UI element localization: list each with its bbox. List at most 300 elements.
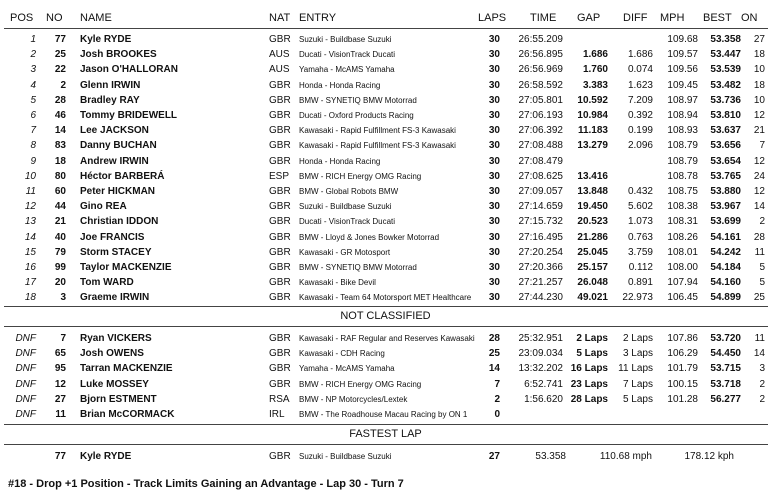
cell-gap xyxy=(566,407,608,422)
cell-best: 56.277 xyxy=(710,393,741,405)
cell-on: 14 xyxy=(753,201,765,213)
cell-time: 27:15.732 xyxy=(518,216,563,228)
cell-pos: 13 xyxy=(24,216,36,228)
cell-name: Andrew IRWIN xyxy=(80,155,149,167)
cell-nat: GBR xyxy=(269,292,291,304)
cell-no: 46 xyxy=(54,110,66,121)
cell-diff: 0.891 xyxy=(627,277,653,289)
cell-gap: 10.984 xyxy=(577,110,608,121)
cell-nat: GBR xyxy=(269,155,291,167)
dnf-row xyxy=(0,331,771,346)
cell-name: Taylor MACKENZIE xyxy=(80,262,172,273)
cell-gap: 25.157 xyxy=(577,262,608,273)
cell-gap: 28 Laps xyxy=(570,393,608,405)
header-mph: MPH xyxy=(660,12,685,24)
result-row xyxy=(0,290,771,305)
cell-name: Gino REA xyxy=(80,201,127,213)
cell-diff: 2 Laps xyxy=(622,333,653,344)
cell-gap: 19.450 xyxy=(577,201,608,213)
cell-best: 53.654 xyxy=(710,155,741,167)
cell-no: 21 xyxy=(54,216,66,228)
cell-pos: DNF xyxy=(15,363,36,375)
cell-pos: 5 xyxy=(30,94,36,106)
cell-nat: ESP xyxy=(269,170,290,182)
cell-pos: 8 xyxy=(30,140,36,152)
cell-no: 80 xyxy=(54,170,66,182)
cell-nat: AUS xyxy=(269,64,290,76)
cell-pos: 17 xyxy=(24,277,36,289)
cell-laps: 30 xyxy=(488,231,500,243)
cell-no: 3 xyxy=(60,292,66,304)
fastest-lap-no: 77 xyxy=(54,451,66,462)
fastest-lap-time: 53.358 xyxy=(535,451,566,462)
cell-on: 18 xyxy=(753,49,765,61)
cell-laps: 30 xyxy=(488,186,500,197)
cell-mph: 107.86 xyxy=(667,333,698,344)
cell-diff xyxy=(609,169,653,184)
header-name: NAME xyxy=(80,12,112,24)
cell-laps: 25 xyxy=(488,348,500,360)
cell-diff: 7 Laps xyxy=(622,378,653,390)
result-row xyxy=(0,275,771,290)
cell-gap: 13.848 xyxy=(577,186,608,197)
cell-nat: GBR xyxy=(269,262,291,273)
result-row xyxy=(0,78,771,93)
cell-on: 5 xyxy=(759,277,765,289)
fastest-lap-row xyxy=(0,449,771,464)
cell-mph: 108.79 xyxy=(667,140,698,152)
dnf-row xyxy=(0,392,771,407)
cell-name: Lee JACKSON xyxy=(80,125,149,137)
cell-mph: 109.68 xyxy=(667,34,698,45)
cell-on: 12 xyxy=(753,186,765,197)
cell-pos: DNF xyxy=(15,409,36,420)
cell-diff: 1.686 xyxy=(627,49,653,61)
cell-best: 53.715 xyxy=(710,363,741,375)
cell-time: 13:32.202 xyxy=(518,363,563,375)
cell-entry: BMW - Global Robots BMW xyxy=(299,187,399,196)
cell-on: 14 xyxy=(753,348,765,360)
cell-time: 27:06.193 xyxy=(518,110,563,121)
cell-entry: Ducati - Oxford Products Racing xyxy=(299,111,414,120)
result-row xyxy=(0,230,771,245)
fastest-lap-name: Kyle RYDE xyxy=(80,451,132,462)
result-row xyxy=(0,138,771,153)
cell-no: 79 xyxy=(54,246,66,258)
cell-gap: 21.286 xyxy=(577,231,608,243)
cell-entry: BMW - SYNETIQ BMW Motorrad xyxy=(299,263,417,272)
cell-time: 23:09.034 xyxy=(518,348,563,360)
cell-name: Joe FRANCIS xyxy=(80,231,145,243)
cell-laps: 30 xyxy=(488,49,500,61)
cell-on: 2 xyxy=(759,216,765,228)
cell-diff: 5.602 xyxy=(627,201,653,213)
cell-pos: 4 xyxy=(30,79,36,91)
header-on: ON xyxy=(741,12,758,24)
cell-gap: 26.048 xyxy=(577,277,608,289)
cell-name: Danny BUCHAN xyxy=(80,140,157,152)
cell-entry: Suzuki - Buildbase Suzuki xyxy=(299,202,392,212)
result-row xyxy=(0,108,771,123)
cell-mph: 108.26 xyxy=(667,231,698,243)
cell-mph: 106.45 xyxy=(667,292,698,304)
cell-name: Graeme IRWIN xyxy=(80,292,150,304)
cell-on: 10 xyxy=(753,94,765,106)
cell-entry: BMW - SYNETIQ BMW Motorrad xyxy=(299,95,417,105)
cell-nat: GBR xyxy=(269,231,291,243)
cell-name: Jason O'HALLORAN xyxy=(80,64,178,76)
cell-time: 27:20.366 xyxy=(518,262,563,273)
cell-name: Bjorn ESTMENT xyxy=(80,393,157,405)
cell-laps: 30 xyxy=(488,277,500,289)
cell-nat: GBR xyxy=(269,125,291,137)
cell-mph: 107.94 xyxy=(667,277,698,289)
cell-no: 40 xyxy=(54,231,66,243)
cell-nat: GBR xyxy=(269,246,291,258)
cell-on: 21 xyxy=(753,125,765,137)
cell-laps: 14 xyxy=(488,363,500,375)
cell-best: 54.899 xyxy=(710,292,741,304)
cell-no: 20 xyxy=(54,277,66,289)
cell-on: 3 xyxy=(759,363,765,375)
cell-gap: 20.523 xyxy=(577,216,608,228)
cell-time xyxy=(507,407,563,422)
cell-gap: 13.416 xyxy=(577,170,608,182)
fastest-lap-lap: 27 xyxy=(488,451,500,462)
cell-mph: 108.97 xyxy=(667,94,698,106)
cell-time: 26:56.969 xyxy=(518,64,563,76)
cell-laps: 30 xyxy=(488,64,500,76)
cell-time: 27:44.230 xyxy=(518,292,563,304)
cell-laps: 30 xyxy=(488,246,500,258)
cell-entry: Honda - Honda Racing xyxy=(299,156,381,166)
dnf-row xyxy=(0,407,771,422)
cell-on: 28 xyxy=(753,231,765,243)
cell-pos: 12 xyxy=(24,201,36,213)
cell-no: 77 xyxy=(54,34,66,45)
cell-pos: 1 xyxy=(30,34,36,45)
cell-name: Tarran MACKENZIE xyxy=(80,363,173,375)
cell-diff: 1.623 xyxy=(627,79,653,91)
cell-gap: 5 Laps xyxy=(576,348,608,360)
cell-pos: 6 xyxy=(30,110,36,121)
cell-entry: BMW - RICH Energy OMG Racing xyxy=(299,171,422,181)
cell-name: Christian IDDON xyxy=(80,216,159,228)
column-header-row xyxy=(0,11,771,26)
fastest-lap-divider-top xyxy=(4,424,768,425)
cell-entry: Kawasaki - Rapid Fulfillment FS-3 Kawasaki xyxy=(299,141,456,151)
cell-diff: 0.432 xyxy=(627,186,653,197)
cell-laps: 30 xyxy=(488,140,500,152)
cell-no: 18 xyxy=(54,155,66,167)
cell-nat: GBR xyxy=(269,140,291,152)
cell-laps: 30 xyxy=(488,216,500,228)
cell-on: 11 xyxy=(754,333,765,344)
cell-diff xyxy=(609,154,653,169)
cell-mph: 108.93 xyxy=(667,125,698,137)
result-row xyxy=(0,184,771,199)
cell-best: 53.447 xyxy=(710,49,741,61)
cell-best: 54.161 xyxy=(710,231,741,243)
cell-gap: 49.021 xyxy=(577,292,608,304)
cell-pos: DNF xyxy=(15,348,36,360)
cell-no: 95 xyxy=(54,363,66,375)
cell-on: 10 xyxy=(753,64,765,76)
cell-pos: 10 xyxy=(24,170,36,182)
cell-time: 25:32.951 xyxy=(518,333,563,344)
cell-best xyxy=(701,407,741,422)
result-row xyxy=(0,154,771,169)
cell-gap: 1.760 xyxy=(582,64,608,76)
cell-entry: BMW - RICH Energy OMG Racing xyxy=(299,379,422,389)
cell-best: 53.810 xyxy=(710,110,741,121)
header-divider xyxy=(4,28,768,29)
cell-time: 27:06.392 xyxy=(518,125,563,137)
result-row xyxy=(0,47,771,62)
cell-entry: Kawasaki - RAF Regular and Reserves Kawasaki xyxy=(299,334,475,343)
not-classified-title: NOT CLASSIFIED xyxy=(340,310,431,322)
cell-diff xyxy=(609,32,653,47)
cell-no: 11 xyxy=(55,409,66,420)
cell-nat: GBR xyxy=(269,333,291,344)
cell-best: 53.482 xyxy=(710,79,741,91)
cell-time: 26:55.209 xyxy=(518,34,563,45)
cell-laps: 30 xyxy=(488,292,500,304)
cell-diff: 3 Laps xyxy=(622,348,653,360)
cell-mph: 106.29 xyxy=(667,348,698,360)
cell-no: 99 xyxy=(54,262,66,273)
cell-pos: 11 xyxy=(25,186,36,197)
result-row xyxy=(0,245,771,260)
cell-gap: 1.686 xyxy=(582,49,608,61)
header-laps: LAPS xyxy=(478,12,507,24)
cell-pos: 14 xyxy=(24,231,36,243)
cell-pos: 16 xyxy=(24,262,36,273)
cell-mph: 108.94 xyxy=(667,110,698,121)
cell-no: 28 xyxy=(54,94,66,106)
cell-gap: 25.045 xyxy=(577,246,608,258)
cell-diff: 1.073 xyxy=(627,216,653,228)
cell-entry: BMW - The Roadhouse Macau Racing by ON 1 xyxy=(299,410,468,419)
cell-mph: 101.28 xyxy=(667,393,698,405)
cell-pos: 2 xyxy=(30,49,36,61)
cell-mph: 109.57 xyxy=(667,49,698,61)
result-row xyxy=(0,32,771,47)
cell-nat: RSA xyxy=(269,393,290,405)
cell-name: Héctor BARBERÁ xyxy=(80,170,165,182)
cell-gap: 2 Laps xyxy=(576,333,608,344)
cell-mph: 108.79 xyxy=(667,155,698,167)
cell-laps: 30 xyxy=(488,155,500,167)
cell-pos: DNF xyxy=(15,393,36,405)
cell-mph: 108.75 xyxy=(667,186,698,197)
cell-entry: Suzuki - Buildbase Suzuki xyxy=(299,35,392,44)
cell-mph: 108.38 xyxy=(667,201,698,213)
cell-pos: 15 xyxy=(24,246,36,258)
cell-pos: 7 xyxy=(30,125,36,137)
cell-entry: Ducati - VisionTrack Ducati xyxy=(299,50,396,60)
cell-best: 54.160 xyxy=(710,277,741,289)
not-classified-divider-bottom xyxy=(4,326,768,327)
cell-on: 2 xyxy=(759,393,765,405)
cell-entry: Honda - Honda Racing xyxy=(299,80,381,90)
cell-laps: 30 xyxy=(488,110,500,121)
cell-gap: 13.279 xyxy=(577,140,608,152)
cell-entry: Yamaha - McAMS Yamaha xyxy=(299,65,395,75)
cell-mph: 100.15 xyxy=(667,378,698,390)
cell-pos: DNF xyxy=(15,378,36,390)
cell-entry: Kawasaki - CDH Racing xyxy=(299,349,385,359)
cell-best: 53.880 xyxy=(710,186,741,197)
cell-no: 7 xyxy=(60,333,66,344)
cell-mph: 109.56 xyxy=(667,64,698,76)
result-row xyxy=(0,199,771,214)
cell-time: 27:08.488 xyxy=(518,140,563,152)
cell-no: 25 xyxy=(54,49,66,61)
dnf-row xyxy=(0,346,771,361)
cell-no: 44 xyxy=(54,201,66,213)
fastest-lap-mph: 110.68 mph xyxy=(599,451,652,462)
cell-nat: AUS xyxy=(269,49,290,61)
cell-time: 6:52.741 xyxy=(524,378,563,390)
cell-on: 12 xyxy=(753,110,765,121)
cell-diff: 0.392 xyxy=(627,110,653,121)
cell-best: 53.637 xyxy=(710,125,741,137)
cell-laps: 30 xyxy=(488,34,500,45)
header-diff: DIFF xyxy=(623,12,648,24)
result-row xyxy=(0,214,771,229)
cell-nat: GBR xyxy=(269,94,291,106)
header-entry: ENTRY xyxy=(299,12,337,24)
dnf-row xyxy=(0,361,771,376)
cell-gap: 10.592 xyxy=(577,94,608,106)
cell-best: 54.450 xyxy=(710,348,741,360)
cell-pos: 3 xyxy=(30,64,36,76)
header-best: BEST xyxy=(703,12,732,24)
cell-on: 7 xyxy=(759,140,765,152)
cell-diff: 5 Laps xyxy=(622,393,653,405)
cell-mph: 108.01 xyxy=(667,246,698,258)
cell-pos: DNF xyxy=(15,333,36,344)
fastest-lap-nat: GBR xyxy=(269,451,291,462)
cell-entry: Kawasaki - Rapid Fulfillment FS-3 Kawasaki xyxy=(299,126,456,136)
cell-mph: 101.79 xyxy=(667,363,698,375)
cell-name: Glenn IRWIN xyxy=(80,79,141,91)
cell-time: 27:08.479 xyxy=(518,155,563,167)
cell-nat: GBR xyxy=(269,378,291,390)
cell-name: Tommy BRIDEWELL xyxy=(80,110,178,121)
cell-time: 27:05.801 xyxy=(518,94,563,106)
cell-name: Bradley RAY xyxy=(80,94,140,106)
cell-name: Storm STACEY xyxy=(80,246,152,258)
result-row xyxy=(0,93,771,108)
cell-laps: 2 xyxy=(494,393,500,405)
cell-gap: 16 Laps xyxy=(570,363,608,375)
cell-on: 25 xyxy=(753,292,765,304)
fastest-lap-title: FASTEST LAP xyxy=(349,428,422,440)
cell-time: 27:08.625 xyxy=(518,170,563,182)
cell-time: 27:20.254 xyxy=(518,246,563,258)
cell-time: 27:09.057 xyxy=(518,186,563,197)
cell-entry: Kawasaki - GR Motosport xyxy=(299,247,391,257)
cell-no: 65 xyxy=(54,348,66,360)
cell-pos: 18 xyxy=(24,292,36,304)
cell-nat: IRL xyxy=(269,409,285,420)
cell-best: 53.720 xyxy=(710,333,741,344)
header-pos: POS xyxy=(10,12,34,24)
cell-time: 1:56.620 xyxy=(524,393,563,405)
penalty-footnote: #18 - Drop +1 Position - Track Limits Gaining an Advantage - Lap 30 - Turn 7 xyxy=(8,478,404,490)
result-row xyxy=(0,123,771,138)
cell-nat: GBR xyxy=(269,79,291,91)
cell-mph: 109.45 xyxy=(667,79,698,91)
cell-time: 26:58.592 xyxy=(518,79,563,91)
cell-diff: 3.759 xyxy=(627,246,653,258)
cell-on xyxy=(743,407,765,422)
cell-best: 53.358 xyxy=(710,34,741,45)
cell-no: 60 xyxy=(54,186,66,197)
cell-name: Ryan VICKERS xyxy=(80,333,152,344)
cell-best: 53.699 xyxy=(710,216,741,228)
cell-diff: 0.199 xyxy=(627,125,653,137)
cell-no: 22 xyxy=(54,64,66,76)
cell-mph: 108.31 xyxy=(667,216,698,228)
cell-nat: GBR xyxy=(269,201,291,213)
cell-no: 14 xyxy=(54,125,66,137)
cell-gap xyxy=(566,32,608,47)
cell-gap: 23 Laps xyxy=(570,378,608,390)
cell-time: 27:21.257 xyxy=(518,277,563,289)
cell-name: Brian McCORMACK xyxy=(80,409,175,420)
cell-mph: 108.78 xyxy=(667,170,698,182)
cell-diff xyxy=(609,407,653,422)
cell-on: 2 xyxy=(759,378,765,390)
cell-name: Josh OWENS xyxy=(80,348,144,360)
cell-laps: 30 xyxy=(488,94,500,106)
cell-entry: Yamaha - McAMS Yamaha xyxy=(299,364,395,374)
cell-best: 53.718 xyxy=(710,378,741,390)
cell-laps: 30 xyxy=(488,79,500,91)
header-no: NO xyxy=(46,12,63,24)
cell-gap: 3.383 xyxy=(582,79,608,91)
cell-laps: 30 xyxy=(488,170,500,182)
cell-name: Tom WARD xyxy=(80,277,134,289)
cell-diff: 0.763 xyxy=(627,231,653,243)
cell-nat: GBR xyxy=(269,110,291,121)
result-row xyxy=(0,260,771,275)
result-row xyxy=(0,62,771,77)
cell-diff: 0.074 xyxy=(627,64,653,76)
cell-mph: 108.00 xyxy=(667,262,698,273)
cell-on: 5 xyxy=(759,262,765,273)
cell-no: 2 xyxy=(60,79,66,91)
cell-diff: 22.973 xyxy=(622,292,653,304)
cell-on: 11 xyxy=(754,246,765,258)
cell-laps: 7 xyxy=(494,378,500,390)
cell-on: 18 xyxy=(753,79,765,91)
cell-best: 53.765 xyxy=(710,170,741,182)
cell-entry: Ducati - VisionTrack Ducati xyxy=(299,217,396,227)
not-classified-divider-top xyxy=(4,306,768,307)
result-row xyxy=(0,169,771,184)
cell-laps: 28 xyxy=(488,333,500,344)
cell-entry: Kawasaki - Bike Devil xyxy=(299,278,376,288)
cell-best: 53.736 xyxy=(710,94,741,106)
cell-laps: 30 xyxy=(488,125,500,137)
header-gap: GAP xyxy=(577,12,601,24)
cell-nat: GBR xyxy=(269,363,291,375)
cell-nat: GBR xyxy=(269,34,291,45)
